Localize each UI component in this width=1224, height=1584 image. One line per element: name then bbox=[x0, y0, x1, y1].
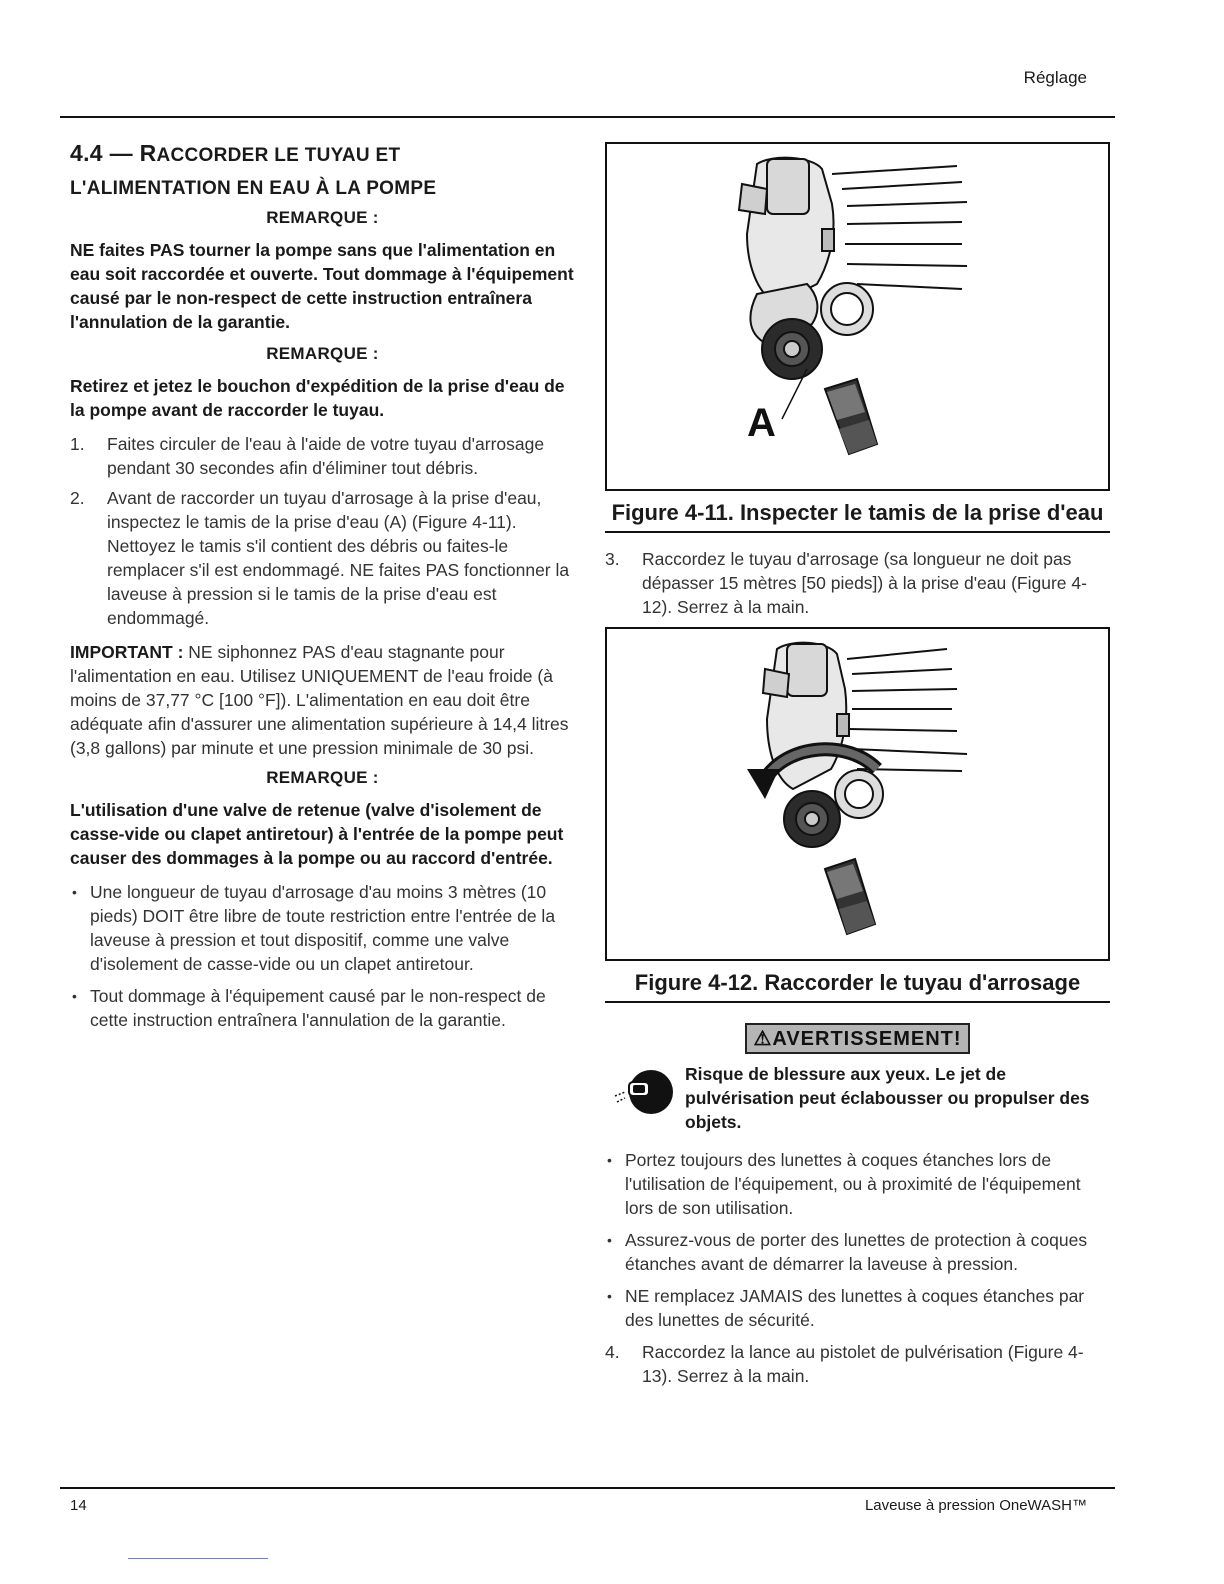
remark-text: L'utilisation d'une valve de retenue (valve d'isolement de casse-vide ou clapet antiretour) à l'entrée de la pompe peut causer des dommages à la pompe ou au raccord d'entrée. bbox=[70, 800, 564, 868]
warning-row bbox=[605, 1062, 1110, 1134]
remark-text: NE faites PAS tourner la pompe sans que l'alimentation en eau soit raccordée et ouverte. Tout dommage à l'équipement causé par le non-respect de cette instruction entraînera l'annulation de la garantie. bbox=[70, 240, 574, 332]
header-rule bbox=[60, 116, 1115, 118]
section-number: 4.4 — bbox=[70, 140, 140, 166]
footer-product-title: Laveuse à pression OneWASH™ bbox=[864, 1497, 1087, 1514]
step-number: 3. bbox=[605, 549, 620, 569]
steps-list bbox=[70, 432, 575, 630]
step-number: 2. bbox=[70, 488, 85, 508]
bullet-item: • Portez toujours des lunettes à coques étanches lors de l'utilisation de l'équipement, ou à proximité de l'équipement lors de son utilisation. bbox=[605, 1148, 1110, 1220]
warning-label-wrap bbox=[605, 1023, 1110, 1054]
step-number: 4. bbox=[605, 1342, 620, 1362]
callout-label-a: A bbox=[747, 401, 776, 445]
figure-4-12-image bbox=[605, 627, 1110, 961]
bullet-list bbox=[70, 880, 575, 1032]
step-item bbox=[70, 432, 575, 480]
eye-protection-icon bbox=[613, 1062, 675, 1124]
step-text: Raccordez la lance au pistolet de pulvérisation (Figure 4-13). Serrez à la main. bbox=[642, 1342, 1084, 1386]
figure-4-11-caption: Figure 4-11. Inspecter le tamis de la prise d'eau bbox=[605, 499, 1110, 533]
warning-label: ⚠AVERTISSEMENT! bbox=[745, 1023, 969, 1054]
right-column bbox=[605, 142, 1110, 1398]
remark-heading: REMARQUE : bbox=[266, 344, 379, 363]
figure-4-11-image bbox=[605, 142, 1110, 491]
bullet-item: • NE remplacez JAMAIS des lunettes à coques étanches par des lunettes de sécurité. bbox=[605, 1284, 1110, 1332]
bullet-item: • Une longueur de tuyau d'arrosage d'au moins 3 mètres (10 pieds) DOIT être libre de toute restriction entre l'entrée de la laveuse à pression et tout dispositif, comme une valve d'isolement de casse-vide ou un clapet antiretour. bbox=[70, 880, 575, 976]
bullet-item: • Assurez-vous de porter des lunettes de protection à coques étanches avant de démarrer la laveuse à pression. bbox=[605, 1228, 1110, 1276]
important-label: IMPORTANT : bbox=[70, 642, 184, 662]
pump-inlet-illustration bbox=[607, 144, 1108, 489]
steps-list bbox=[605, 547, 1110, 619]
bullet-list bbox=[605, 1148, 1110, 1332]
section-title-line2: L'ALIMENTATION EN EAU À LA POMPE bbox=[70, 178, 437, 199]
important-paragraph bbox=[70, 640, 575, 760]
footer-rule bbox=[60, 1487, 1115, 1489]
bullet-item: • Tout dommage à l'équipement causé par le non-respect de cette instruction entraînera l'annulation de la garantie. bbox=[70, 984, 575, 1032]
step-item bbox=[605, 547, 1110, 619]
warning-text: Risque de blessure aux yeux. Le jet de pulvérisation peut éclabousser ou propulser des objets. bbox=[685, 1064, 1090, 1132]
section-title-line1: ACCORDER LE TUYAU ET bbox=[156, 145, 401, 166]
running-header: Réglage bbox=[1023, 68, 1087, 87]
step-text: Faites circuler de l'eau à l'aide de votre tuyau d'arrosage pendant 30 secondes afin d'éliminer tout débris. bbox=[107, 434, 545, 478]
step-number: 1. bbox=[70, 434, 85, 454]
figure-4-12-caption: Figure 4-12. Raccorder le tuyau d'arrosage bbox=[605, 969, 1110, 1003]
section-title-initial: R bbox=[139, 140, 157, 166]
step-text: Avant de raccorder un tuyau d'arrosage à la prise d'eau, inspectez le tamis de la prise d'eau (A) (Figure 4-11). Nettoyez le tamis s'il contient des débris ou faites-le remplacer s'il est endommagé. NE faites PAS fonctionner la laveuse à pression si le tamis de la prise d'eau est endommagé. bbox=[107, 488, 570, 628]
hose-connection-illustration bbox=[607, 629, 1108, 959]
remark-heading: REMARQUE : bbox=[266, 768, 379, 787]
remark-text: Retirez et jetez le bouchon d'expédition de la prise d'eau de la pompe avant de raccorder le tuyau. bbox=[70, 376, 565, 420]
page-number: 14 bbox=[70, 1497, 87, 1514]
remark-heading: REMARQUE : bbox=[266, 208, 379, 227]
footer-link-underline bbox=[128, 1558, 268, 1559]
important-text: NE siphonnez PAS d'eau stagnante pour l'alimentation en eau. Utilisez UNIQUEMENT de l'eau froide (à moins de 37,77 °C [100 °F]). L'alimentation en eau doit être adéquate afin d'assurer une alimentation supérieure à 14,4 litres (3,8 gallons) par minute et une pression minimale de 30 psi. bbox=[70, 642, 569, 758]
step-item bbox=[70, 486, 575, 630]
steps-list bbox=[605, 1340, 1110, 1388]
left-column bbox=[70, 138, 575, 1040]
section-title bbox=[70, 138, 575, 204]
step-text: Raccordez le tuyau d'arrosage (sa longueur ne doit pas dépasser 15 mètres [50 pieds]) à la prise d'eau (Figure 4-12). Serrez à la main. bbox=[642, 549, 1087, 617]
step-item bbox=[605, 1340, 1110, 1388]
